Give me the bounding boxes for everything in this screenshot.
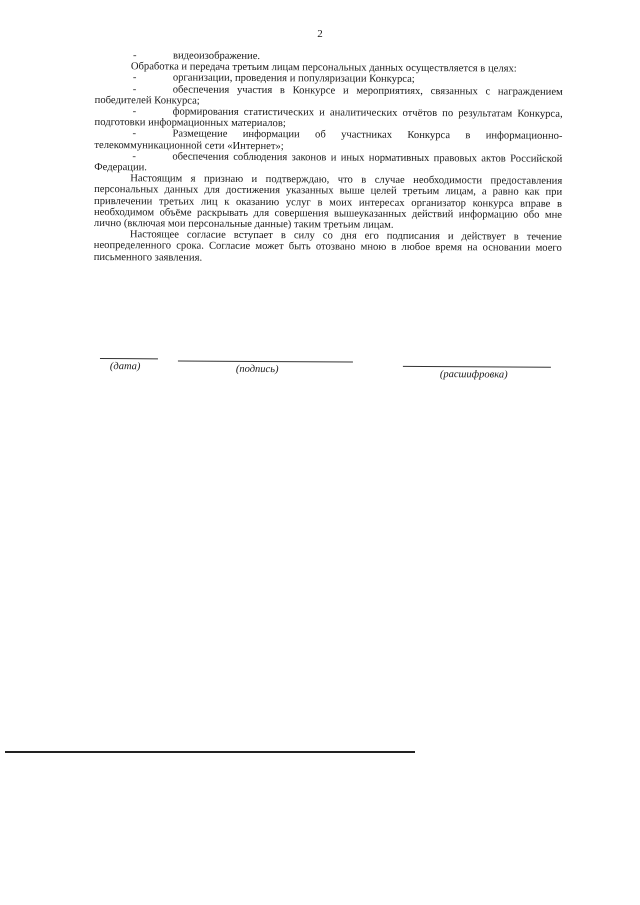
bullet-dash: - [132, 151, 136, 163]
list-item [95, 106, 563, 131]
date-label: (дата) [109, 361, 141, 373]
paragraph-validity: Настоящее согласие вступает в силу со дня его подписания и действует в течение неопределенного срока. Согласие может быть отозвано мною в любое время на основании моего письменного заявления. [93, 229, 562, 264]
signature-label: (подпись) [235, 363, 279, 376]
list-item [95, 84, 563, 109]
list-item-text: формирования статистических и аналитических отчётов по результатам Конкурса, подготовки информационных материалов; [94, 106, 563, 130]
transcript-line [403, 366, 551, 368]
bullet-dash: - [132, 83, 137, 95]
document-body [94, 50, 563, 266]
list-item-text: обеспечения участия в Конкурсе и мероприятиях, связанных с награждением победителей Конкурса; [94, 84, 563, 107]
paragraph-confirmation: Настоящим я признаю и подтверждаю, что в случае необходимости предоставления персональных данных для достижения указанных выше целей третьим лицам, а равно как при привлечении третьих лиц к оказанию услуг в моих интересах организатор конкурса вправе в необходимом объёме раскрывать для совершения вышеуказанных действий информацию обо мне лично (включая мои персональные данные) таким третьим лицам. [93, 173, 563, 231]
list-item-text: видеоизображение. [172, 50, 261, 63]
list-item-text: организации, проведения и популяризации Конкурса; [172, 72, 415, 86]
list-item-text: обеспечения соблюдения законов и иных нормативных правовых актов Российской Федерации. [94, 151, 563, 174]
bullet-dash: - [132, 128, 137, 140]
list-item [94, 128, 562, 153]
bullet-dash: - [132, 50, 137, 62]
transcript-label: (расшифровка) [439, 369, 508, 381]
signature-block [98, 352, 568, 395]
page-number: 2 [317, 28, 323, 40]
list-item-text: Размещение информации об участниках Конкурса в информационно-телекоммуникационной сети «Интернет»; [94, 128, 563, 152]
date-line [100, 358, 158, 359]
purposes-intro: Обработка и передача третьим лицам персональных данных осуществляется в целях: [130, 61, 517, 75]
bullet-dash: - [132, 106, 137, 118]
bullet-dash: - [132, 72, 137, 84]
bottom-rule [5, 751, 415, 753]
signature-line [178, 360, 353, 362]
list-item [94, 151, 562, 176]
